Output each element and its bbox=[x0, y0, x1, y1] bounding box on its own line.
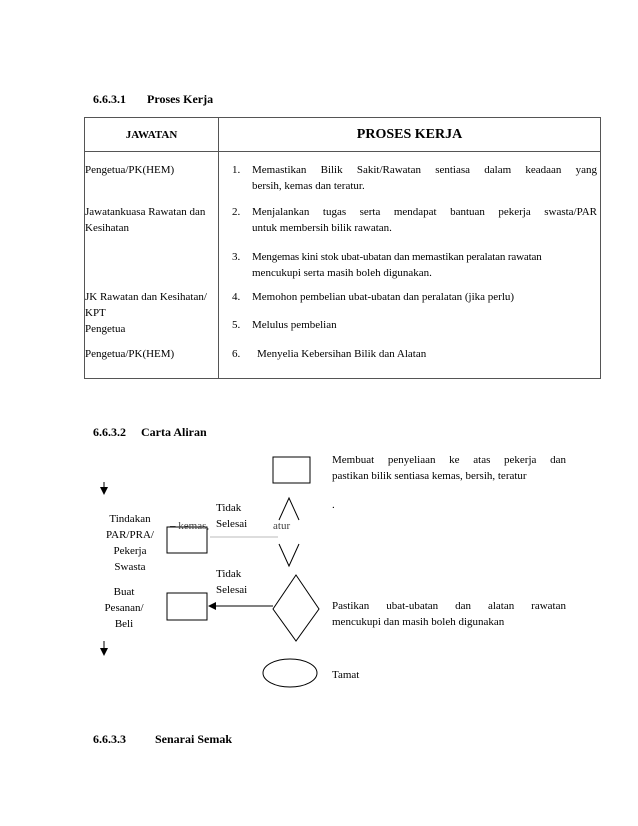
decision-diamond-2 bbox=[273, 575, 319, 641]
note-2-line1: Pastikan ubat-ubatan dan alatan rawatan bbox=[332, 600, 566, 612]
fragment-right: atur bbox=[273, 520, 291, 532]
step-1-number: 1. bbox=[232, 164, 241, 176]
section-number: 6.6.3.2 bbox=[93, 425, 126, 439]
decision-1-label bbox=[216, 500, 247, 532]
role-5: Pengetua/PK(HEM) bbox=[85, 348, 175, 360]
action-2-line: Pesanan/ bbox=[104, 602, 144, 614]
end-terminator bbox=[263, 659, 317, 687]
step-3-number: 3. bbox=[232, 251, 241, 263]
decision-2-line: Selesai bbox=[216, 584, 248, 596]
step-4-number: 4. bbox=[232, 291, 241, 303]
note-1-dot: . bbox=[332, 499, 335, 511]
header-jawatan: JAWATAN bbox=[85, 118, 219, 152]
note-1-line2: pastikan bilik sentiasa kemas, bersih, teratur bbox=[332, 470, 527, 482]
role-1: Pengetua/PK(HEM) bbox=[85, 164, 175, 176]
note-2-line2: mencukupi dan masih boleh digunakan bbox=[332, 616, 505, 628]
action-1-label bbox=[95, 511, 165, 575]
section-title: Carta Aliran bbox=[141, 425, 207, 439]
action-2-line: Beli bbox=[114, 618, 134, 630]
decision-1-line: Selesai bbox=[216, 518, 248, 530]
action-box-2 bbox=[167, 593, 207, 620]
decision-2-line: Tidak bbox=[216, 568, 242, 580]
step-6-number: 6. bbox=[232, 348, 241, 360]
step-5-line1: Melulus pembelian bbox=[252, 319, 337, 331]
action-1-line: Tindakan bbox=[109, 513, 151, 525]
decision-diamond-top bbox=[279, 498, 299, 520]
step-6-line1: Menyelia Kebersihan Bilik dan Alatan bbox=[257, 348, 427, 360]
step-3-line2: mencukupi serta masih boleh digunakan. bbox=[252, 267, 432, 279]
note-1-line1: Membuat penyeliaan ke atas pekerja dan bbox=[332, 454, 566, 466]
step-2-line2: untuk membersih bilik rawatan. bbox=[252, 222, 392, 234]
role-2: Jawatankuasa Rawatan dan Kesihatan bbox=[85, 206, 206, 234]
section-title: Senarai Semak bbox=[155, 732, 233, 746]
section-title: Proses Kerja bbox=[147, 92, 214, 106]
action-1-line: Pekerja bbox=[113, 545, 147, 557]
step-3-line1: Mengemas kini stok ubat-ubatan dan memastikan peralatan rawatan bbox=[252, 251, 542, 263]
step-1-line1: Memastikan Bilik Sakit/Rawatan sentiasa dalam keadaan yang bbox=[252, 164, 597, 176]
decision-2-label bbox=[216, 566, 247, 598]
step-1-line2: bersih, kemas dan teratur. bbox=[252, 180, 365, 192]
fragment-left: – kemas, bbox=[170, 520, 210, 532]
decision-1-line: Tidak bbox=[216, 502, 242, 514]
step-4-line1: Memohon pembelian ubat-ubatan dan peralatan (jika perlu) bbox=[252, 291, 515, 303]
step-5-number: 5. bbox=[232, 319, 241, 331]
step-2-line1: Menjalankan tugas serta mendapat bantuan pekerja swasta/PAR bbox=[252, 206, 597, 218]
role-4: Pengetua bbox=[85, 323, 126, 335]
action-1-line: Swasta bbox=[114, 561, 146, 573]
role-3: JK Rawatan dan Kesihatan/ KPT bbox=[85, 291, 207, 319]
action-2-line: Buat bbox=[113, 586, 135, 598]
section-number: 6.6.3.3 bbox=[93, 732, 126, 746]
end-label: Tamat bbox=[332, 669, 360, 681]
section-number: 6.6.3.1 bbox=[93, 92, 126, 106]
header-proses-kerja: PROSES KERJA bbox=[219, 118, 601, 152]
action-2-label bbox=[97, 584, 151, 632]
process-box-top bbox=[273, 457, 310, 483]
step-2-number: 2. bbox=[232, 206, 241, 218]
action-1-line: PAR/PRA/ bbox=[106, 529, 154, 541]
decision-diamond-bottom bbox=[279, 544, 299, 566]
